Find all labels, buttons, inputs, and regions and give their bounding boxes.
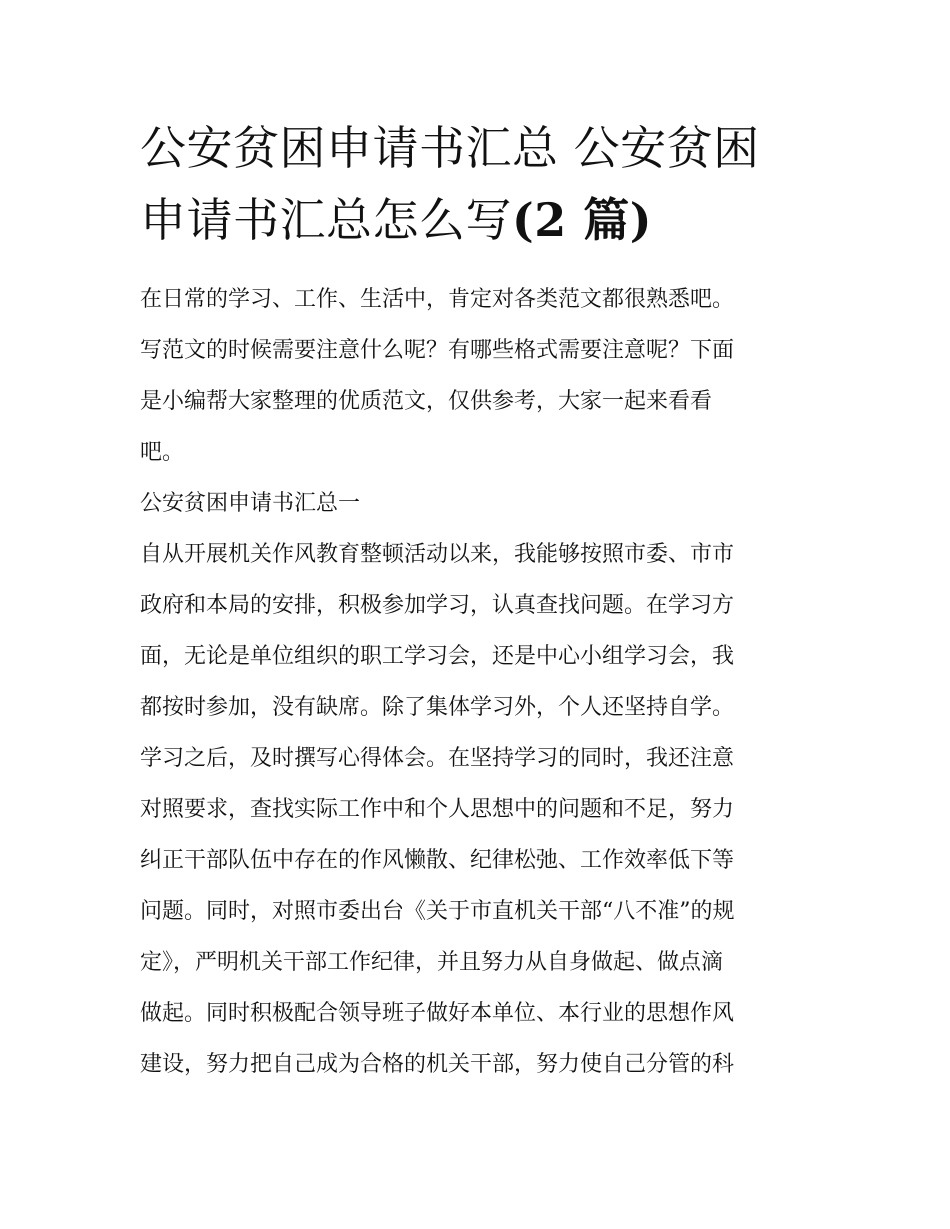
body-paragraph — [140, 529, 820, 1090]
body-line: 做起。同时积极配合领导班子做好本单位、本行业的思想作风 — [140, 1001, 735, 1026]
intro-line: 在日常的学习、工作、生活中，肯定对各类范文都很熟悉吧。 — [140, 287, 735, 312]
body-line: 纠正干部队伍中存在的作风懒散、纪律松弛、工作效率低下等 — [140, 848, 735, 873]
document-title — [140, 112, 820, 256]
body-line: 学习之后，及时撰写心得体会。在坚持学习的同时，我还注意 — [140, 746, 735, 771]
intro-line: 写范文的时候需要注意什么呢？有哪些格式需要注意呢？下面 — [140, 338, 735, 363]
intro-paragraph — [140, 274, 820, 478]
intro-line: 吧。 — [140, 440, 185, 465]
title-line-2 — [140, 184, 820, 256]
title-count: (2 篇) — [512, 193, 653, 247]
body-line: 面，无论是单位组织的职工学习会，还是中心小组学习会，我 — [140, 644, 735, 669]
body-line: 都按时参加，没有缺席。除了集体学习外，个人还坚持自学。 — [140, 695, 735, 720]
body-line: 对照要求，查找实际工作中和个人思想中的问题和不足，努力 — [140, 797, 735, 822]
intro-line: 是小编帮大家整理的优质范文，仅供参考，大家一起来看看 — [140, 389, 713, 414]
section-heading-text: 公安贫困申请书汇总一 — [140, 491, 361, 516]
body-line: 自从开展机关作风教育整顿活动以来，我能够按照市委、市市 — [140, 542, 735, 567]
title-line-2-text: 申请书汇总怎么写 — [140, 193, 512, 247]
body-line: 问题。同时，对照市委出台《关于市直机关干部“八不准”的规 — [140, 899, 735, 924]
body-line: 政府和本局的安排，积极参加学习，认真查找问题。在学习方 — [140, 593, 735, 618]
title-line-1: 公安贫困申请书汇总 公安贫困 — [140, 121, 760, 175]
body-line: 定》，严明机关干部工作纪律，并且努力从自身做起、做点滴 — [140, 950, 724, 975]
document-body — [140, 274, 820, 1090]
section-heading — [140, 478, 820, 529]
body-line: 建设，努力把自己成为合格的机关干部，努力使自己分管的科 — [140, 1052, 735, 1077]
